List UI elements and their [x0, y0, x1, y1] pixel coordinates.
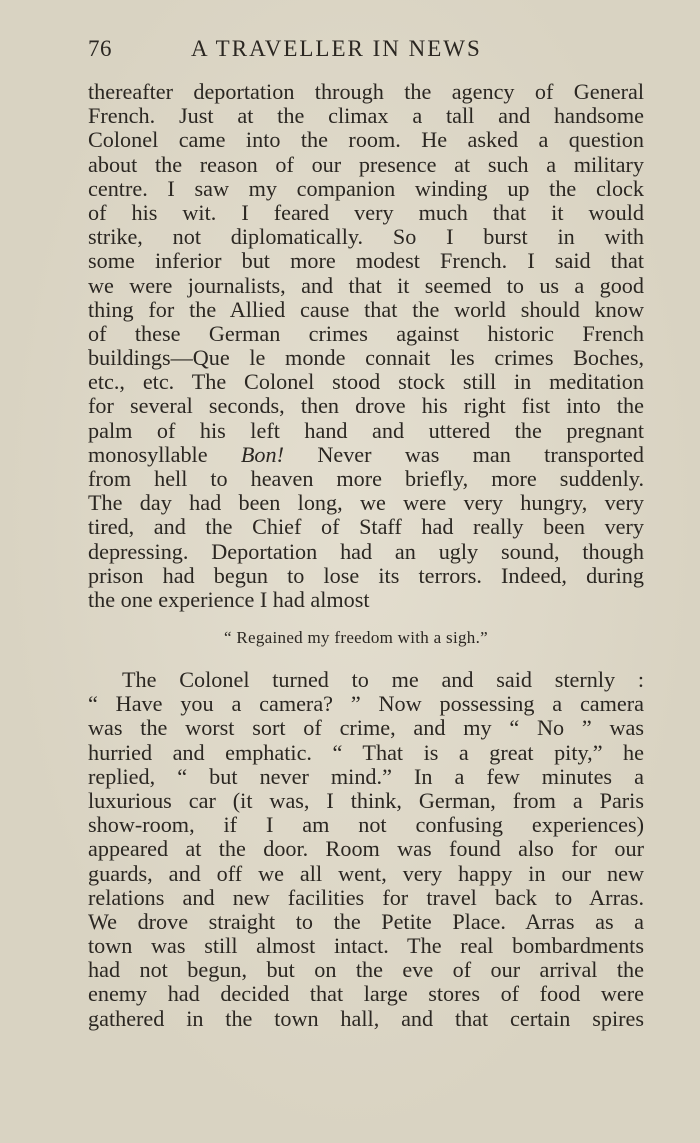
running-title: A TRAVELLER IN NEWS [191, 36, 482, 61]
text-line: some inferior but more modest French. I said that [88, 248, 644, 274]
text-line: gathered in the town hall, and that certain spires [88, 1005, 644, 1031]
text-line: palm of his left hand and uttered the pregnant [88, 417, 644, 443]
text-segment: Never was man transported [284, 441, 644, 467]
text-line: of his wit. I feared very much that it would [88, 199, 644, 225]
text-line: We drove straight to the Petite Place. Arras as a [88, 908, 644, 934]
paragraph-1 [88, 80, 644, 612]
text-line: the one experience I had almost [88, 586, 370, 612]
text-line: was the worst sort of crime, and my “ No ” was [88, 715, 644, 741]
text-line: centre. I saw my companion winding up the clock [88, 175, 644, 201]
text-line: etc., etc. The Colonel stood stock still in meditation [88, 369, 644, 395]
text-line: thereafter deportation through the agency of General [88, 79, 644, 104]
text-line: relations and new facilities for travel back to Arras. [88, 884, 644, 910]
quotation-text: “ Regained my freedom with a sigh.” [223, 628, 488, 647]
page-number: 76 [88, 36, 112, 61]
text-line-with-italic [88, 443, 644, 467]
text-line: replied, “ but never mind.” In a few minutes a [88, 763, 644, 789]
page-header [88, 36, 648, 66]
text-line: about the reason of our presence at such a military [88, 151, 644, 177]
text-line: of these German crimes against historic French [88, 320, 644, 346]
text-line: buildings—Que le monde connait les crimes Boches, [88, 345, 644, 371]
text-line: depressing. Deportation had an ugly sound, though [88, 538, 644, 564]
text-line: had not begun, but on the eve of our arrival the [88, 957, 644, 983]
text-segment: monosyllable [88, 441, 241, 467]
text-line: strike, not diplomatically. So I burst in with [88, 224, 644, 250]
text-line: The day had been long, we were very hungry, very [88, 490, 644, 516]
text-line: thing for the Allied cause that the world should know [88, 296, 644, 322]
text-line: prison had begun to lose its terrors. Indeed, during [88, 562, 644, 588]
text-line: guards, and off we all went, very happy in our new [88, 860, 644, 886]
text-line: hurried and emphatic. “ That is a great pity,” he [88, 739, 644, 765]
text-line: Colonel came into the room. He asked a question [88, 127, 644, 153]
text-line: show-room, if I am not confusing experiences) [88, 812, 644, 838]
block-quotation [0, 628, 700, 648]
text-line: appeared at the door. Room was found also for our [88, 836, 644, 862]
text-line: The Colonel turned to me and said sternly : [122, 667, 644, 692]
italic-word: Bon! [240, 441, 285, 467]
text-line: “ Have you a camera? ” Now possessing a camera [88, 691, 644, 717]
text-line: from hell to heaven more briefly, more suddenly. [88, 466, 644, 491]
paragraph-2 [88, 668, 644, 1031]
text-line: tired, and the Chief of Staff had really been very [88, 514, 644, 540]
text-line: luxurious car (it was, I think, German, from a Paris [88, 787, 644, 813]
text-line: we were journalists, and that it seemed to us a good [88, 272, 644, 298]
text-line: French. Just at the climax a tall and handsome [88, 103, 644, 129]
text-line: town was still almost intact. The real bombardments [88, 933, 644, 959]
text-line: for several seconds, then drove his right fist into the [88, 393, 644, 419]
text-line: enemy had decided that large stores of food were [88, 981, 644, 1007]
